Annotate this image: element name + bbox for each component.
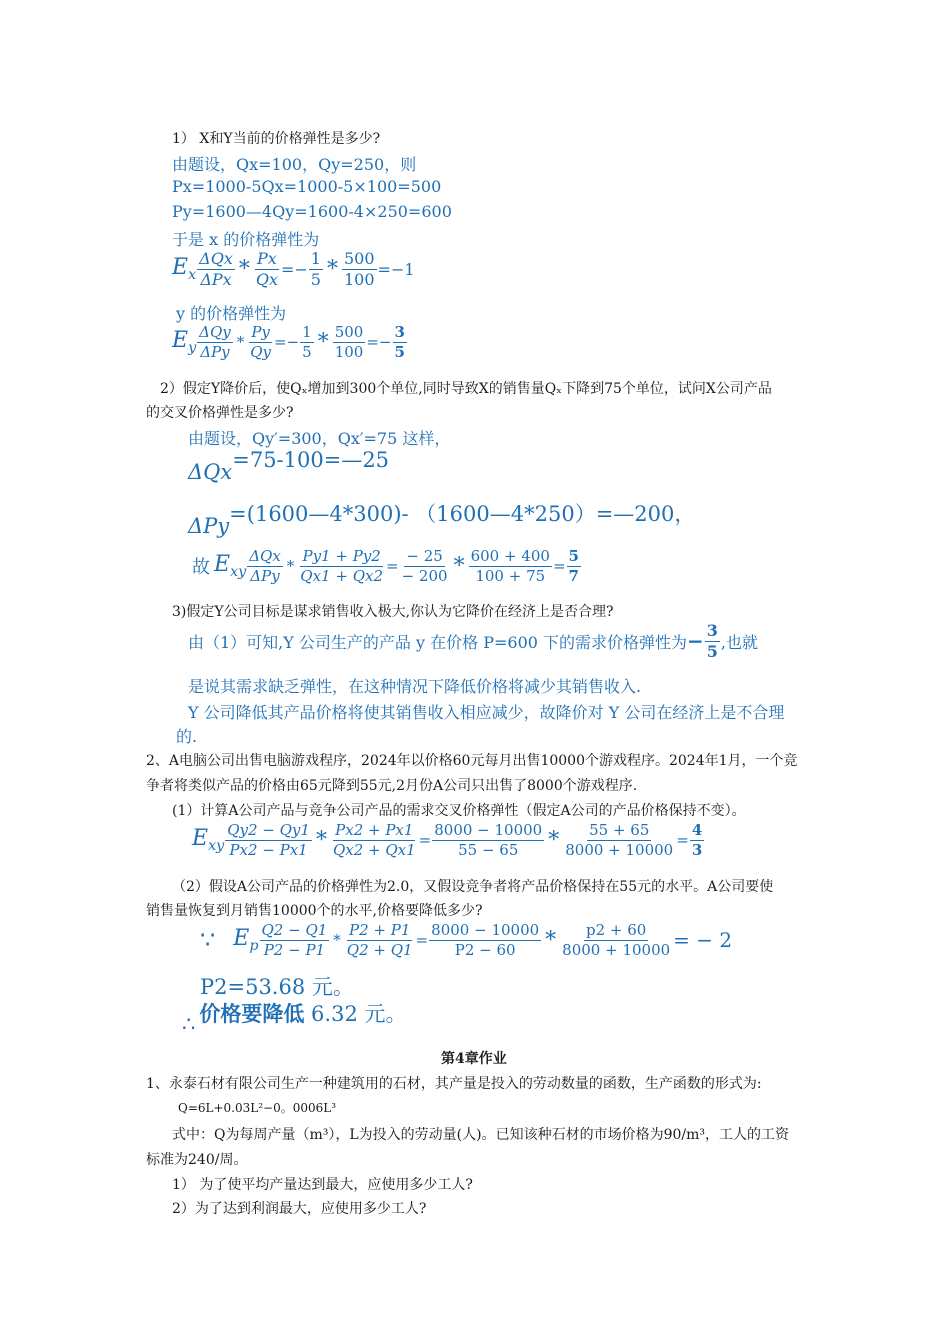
answer-line: 是说其需求缺乏弹性，在这种情况下降低价格将减少其销售收入. bbox=[188, 677, 642, 696]
chapter-title: 第4章作业 bbox=[441, 1051, 507, 1067]
p2-value: P2=53.68 元。 bbox=[200, 975, 354, 999]
problem-2-line2: 争者将类似产品的价格由65元降到55元,2月份A公司只出售了8000个游戏程序. bbox=[146, 778, 638, 794]
answer-line: 的. bbox=[176, 727, 198, 746]
problem-2-sub1: (1）计算A公司产品与竞争公司产品的需求交叉价格弹性（假定A公司的产品价格保持不变）。 bbox=[172, 803, 746, 819]
cross-elasticity-a-equation: $E_{xy}$ $\frac{Qy2 - Qy1}{Px2 - Px1}$ * $\frac{Px2 + Px1}{Qx2 + Qx1}$ = $\frac{8000 - 10000}{55 - 65}$ * $\frac{55 + 65}{8000 + 10000}$ = $\frac{4}{3}$ bbox=[192, 821, 703, 859]
problem-2-line1: 2、A电脑公司出售电脑游戏程序，2024年以价格60元每月出售10000个游戏程序。2024年1月，一个竞 bbox=[146, 753, 798, 769]
elasticity-y-equation: $E_y$ $\frac{\text{ΔQy}}{\text{ΔPy}}$ * $\frac{Py}{Qy}$ =− $\frac{1}{5}$ * $\frac{500}{100}$ =− $\frac{3}{5}$ bbox=[172, 323, 405, 361]
question-3: 3)假定Y公司目标是谋求销售收入极大,你认为它降价在经济上是否合理? bbox=[172, 604, 614, 620]
answer-line: y 的价格弹性为 bbox=[176, 304, 287, 323]
chapter4-question-2: 2）为了达到利润最大，应使用多少工人? bbox=[172, 1201, 427, 1217]
answer-line: 由（1）可知,Y 公司生产的产品 y 在价格 P=600 下的需求价格弹性为 − $\frac{3}{5}$ ,也就 bbox=[188, 621, 759, 661]
elasticity-x-equation: $E_x$ $\frac{\text{ΔQx}}{\text{ΔPx}}$ * $\frac{Px}{Qx}$ =− $\frac{1}{5}$ * $\frac{500}{100}$ =−1 bbox=[172, 249, 415, 289]
answer-line: Px=1000-5Qx=1000-5×100=500 bbox=[172, 177, 442, 196]
problem-2-sub2-line2: 销售量恢复到月销售10000个的水平,价格要降低多少? bbox=[146, 903, 483, 919]
chapter4-problem-1: 1、永泰石材有限公司生产一种建筑用的石材，其产量是投入的劳动数量的函数，生产函数的形式为: bbox=[146, 1076, 762, 1092]
answer-line: Y 公司降低其产品价格将使其销售收入相应减少，故降价对 Y 公司在经济上是不合理 bbox=[188, 703, 785, 722]
conclusion: ∴ 价格要降低 6.32 元。 bbox=[182, 1001, 407, 1036]
production-function: Q=6L+0.03L²−0。0006L³ bbox=[178, 1101, 337, 1115]
answer-line: 于是 x 的价格弹性为 bbox=[172, 230, 320, 249]
delta-qx-equation: ΔQx=75-100=—25 bbox=[188, 448, 390, 484]
therefore-symbol: ∴ bbox=[182, 1012, 196, 1036]
delta-py-equation: ΔPy=(1600—4*300)- （1600—4*250）=—200， bbox=[188, 502, 696, 538]
question-1: 1） X和Y当前的价格弹性是多少? bbox=[172, 131, 381, 147]
cross-elasticity-equation: 故 $E_{xy}$ $\frac{\text{ΔQx}}{\text{ΔPy}}$ * $\frac{Py1 + Py2}{Qx1 + Qx2}$ = $\frac{- 25}{- 200}$ * $\frac{600 + 400}{100 + 75}$ = $\frac{5}{7}$ bbox=[192, 547, 579, 585]
answer-line: 由题设，Qx=100，Qy=250，则 bbox=[172, 155, 417, 174]
chapter4-desc-line2: 标准为240/周。 bbox=[146, 1152, 248, 1168]
question-2-line1: 2）假定Y降价后，使Qₓ增加到300个单位,同时导致X的销售量Qₓ下降到75个单位，试问X公司产品 bbox=[160, 381, 772, 397]
because-symbol: ∵ bbox=[200, 926, 216, 954]
price-elasticity-equation: ∵ $E_p$ $\frac{Q2 - Q1}{P2 - P1}$ * $\frac{P2 + P1}{Q2 + Q1}$ = $\frac{8000 - 10000}{P2 - 60}$ * $\frac{p2 + 60}{8000 + 10000}$ = − 2 bbox=[200, 921, 733, 959]
answer-line: 由题设，Qy′=300，Qx′=75 这样， bbox=[188, 429, 451, 448]
chapter4-desc-line1: 式中：Q为每周产量（m³），L为投入的劳动量(人)。已知该种石材的市场价格为90/m³，工人的工资 bbox=[172, 1127, 790, 1143]
answer-line: Py=1600—4Qy=1600-4×250=600 bbox=[172, 202, 452, 221]
question-2-line2: 的交叉价格弹性是多少? bbox=[146, 405, 294, 421]
chapter4-question-1: 1） 为了使平均产量达到最大，应使用多少工人? bbox=[172, 1177, 473, 1193]
problem-2-sub2-line1: （2）假设A公司产品的价格弹性为2.0，又假设竞争者将产品价格保持在55元的水平。A公司要使 bbox=[172, 879, 774, 895]
